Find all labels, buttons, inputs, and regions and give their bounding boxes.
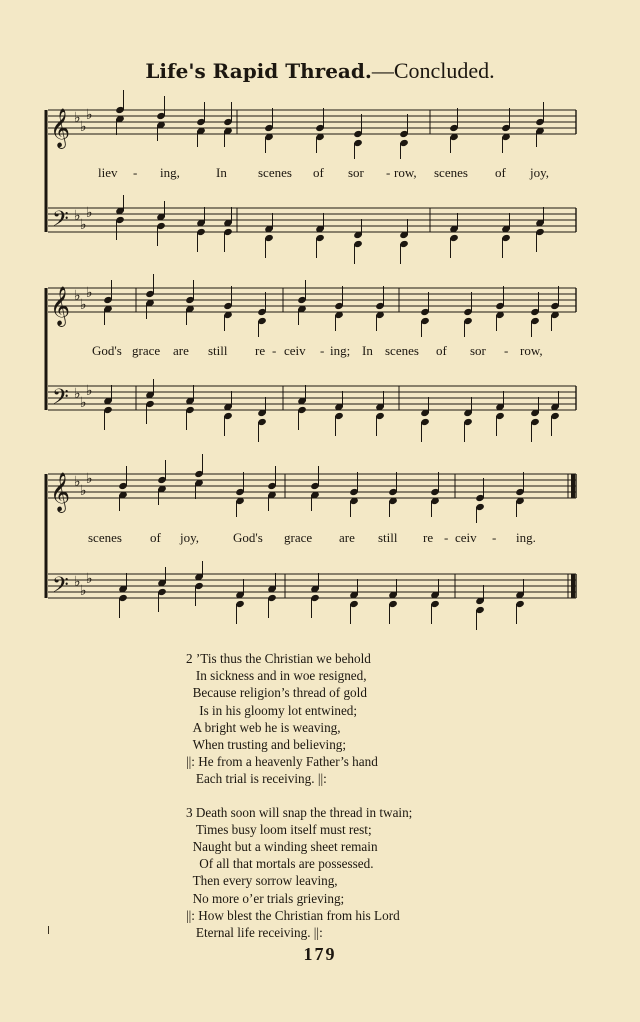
verse-line: Times busy loom itself must rest; bbox=[186, 821, 372, 837]
flat-icon: ♭ bbox=[74, 574, 81, 590]
lyric-syllable: God's bbox=[92, 343, 122, 358]
page-number: 179 bbox=[303, 944, 337, 964]
lyric-syllable: - bbox=[444, 530, 449, 545]
lyric-syllable: joy, bbox=[180, 530, 200, 545]
lyric-syllable: - bbox=[386, 165, 391, 180]
lyric-syllable: scenes bbox=[258, 165, 292, 180]
bass-clef-icon: 𝄢 bbox=[52, 385, 69, 415]
lyric-syllable: sor bbox=[470, 343, 486, 358]
lyric-syllable: - bbox=[272, 343, 277, 358]
flat-icon: ♭ bbox=[86, 383, 93, 399]
lyric-syllable: still bbox=[208, 343, 228, 358]
verse-line: Eternal life receiving. ||: bbox=[186, 925, 323, 941]
page-title bbox=[0, 58, 640, 84]
lyric-syllable: sor bbox=[348, 165, 364, 180]
verse-line: 2 ’Tis thus the Christian we behold bbox=[186, 651, 371, 666]
treble-clef-icon: 𝄞 bbox=[50, 472, 71, 512]
title-main: Life's Rapid Thread. bbox=[145, 59, 372, 83]
lyric-syllable: row, bbox=[394, 165, 417, 180]
verse-line: Each trial is receiving. ||: bbox=[186, 771, 327, 787]
lyrics-line bbox=[40, 530, 576, 550]
lyric-syllable: liev bbox=[98, 165, 118, 180]
lyric-syllable: re bbox=[423, 530, 434, 545]
lyric-syllable: scenes bbox=[434, 165, 468, 180]
flat-icon: ♭ bbox=[80, 483, 87, 499]
lyric-syllable: God's bbox=[233, 530, 263, 545]
lyric-syllable: row, bbox=[520, 343, 543, 358]
flat-icon: ♭ bbox=[80, 395, 87, 411]
treble-clef-icon: 𝄞 bbox=[50, 286, 71, 326]
flat-icon: ♭ bbox=[74, 208, 81, 224]
lyric-syllable: grace bbox=[132, 343, 161, 358]
treble-clef-icon: 𝄞 bbox=[50, 108, 71, 148]
lyric-syllable: - bbox=[320, 343, 325, 358]
lyric-syllable: ing; bbox=[330, 343, 351, 358]
lyric-syllable: of bbox=[150, 530, 161, 545]
lyric-syllable: re bbox=[255, 343, 266, 358]
verse-line: A bright web he is weaving, bbox=[186, 719, 341, 735]
lyric-syllable: In bbox=[216, 165, 227, 180]
lyric-syllable: still bbox=[378, 530, 398, 545]
lyric-syllable: scenes bbox=[88, 530, 122, 545]
lyric-syllable: ceiv bbox=[284, 343, 306, 358]
verse-line: When trusting and believing; bbox=[186, 737, 347, 753]
lyric-syllable: of bbox=[495, 165, 506, 180]
flat-icon: ♭ bbox=[86, 285, 93, 301]
verse-gap bbox=[186, 788, 486, 804]
flat-icon: ♭ bbox=[86, 205, 93, 221]
flat-icon: ♭ bbox=[74, 288, 81, 304]
music-system-3 bbox=[40, 455, 576, 610]
lyrics-line bbox=[40, 343, 576, 363]
flat-icon: ♭ bbox=[80, 583, 87, 599]
title-rest: —Concluded. bbox=[371, 58, 495, 83]
flat-icon: ♭ bbox=[74, 110, 81, 126]
verse-line: Is in his gloomy lot entwined; bbox=[186, 702, 358, 718]
lyric-syllable: - bbox=[492, 530, 497, 545]
lyric-syllable: grace bbox=[284, 530, 313, 545]
flat-icon: ♭ bbox=[80, 297, 87, 313]
print-mark bbox=[48, 926, 49, 934]
music-system-2 bbox=[40, 270, 576, 420]
verse-line: Naught but a winding sheet remain bbox=[186, 839, 378, 855]
flat-icon: ♭ bbox=[86, 571, 93, 587]
lyric-syllable: are bbox=[173, 343, 189, 358]
lyric-syllable: In bbox=[362, 343, 373, 358]
flat-icon: ♭ bbox=[74, 386, 81, 402]
verse-line: Of all that mortals are possessed. bbox=[186, 856, 374, 872]
verse-line: ||: He from a heavenly Father’s hand bbox=[186, 754, 378, 770]
lyric-syllable: ceiv bbox=[455, 530, 477, 545]
flat-icon: ♭ bbox=[74, 474, 81, 490]
music-system-1 bbox=[40, 96, 576, 246]
flat-icon: ♭ bbox=[80, 119, 87, 135]
lyric-syllable: - bbox=[133, 165, 138, 180]
flat-icon: ♭ bbox=[86, 107, 93, 123]
bass-clef-icon: 𝄢 bbox=[52, 573, 69, 603]
verse-line: Because religion’s thread of gold bbox=[186, 685, 367, 701]
lyric-syllable: of bbox=[313, 165, 324, 180]
lyric-syllable: scenes bbox=[385, 343, 419, 358]
lyric-syllable: ing. bbox=[516, 530, 536, 545]
verse-line: 3 Death soon will snap the thread in twain; bbox=[186, 804, 413, 820]
flat-icon: ♭ bbox=[86, 471, 93, 487]
lyric-syllable: - bbox=[504, 343, 509, 358]
verse-line: Then every sorrow leaving, bbox=[186, 873, 338, 889]
lyrics-line bbox=[40, 165, 576, 185]
verse-line: No more o’er trials grieving; bbox=[186, 890, 345, 906]
lyric-syllable: joy, bbox=[530, 165, 550, 180]
lyric-syllable: of bbox=[436, 343, 447, 358]
bass-clef-icon: 𝄢 bbox=[52, 207, 69, 237]
verses bbox=[186, 650, 486, 941]
lyric-syllable: ing, bbox=[160, 165, 180, 180]
verse-line: In sickness and in woe resigned, bbox=[186, 668, 367, 684]
flat-icon: ♭ bbox=[80, 217, 87, 233]
lyric-syllable: are bbox=[339, 530, 355, 545]
verse-line: ||: How blest the Christian from his Lord bbox=[186, 907, 400, 923]
